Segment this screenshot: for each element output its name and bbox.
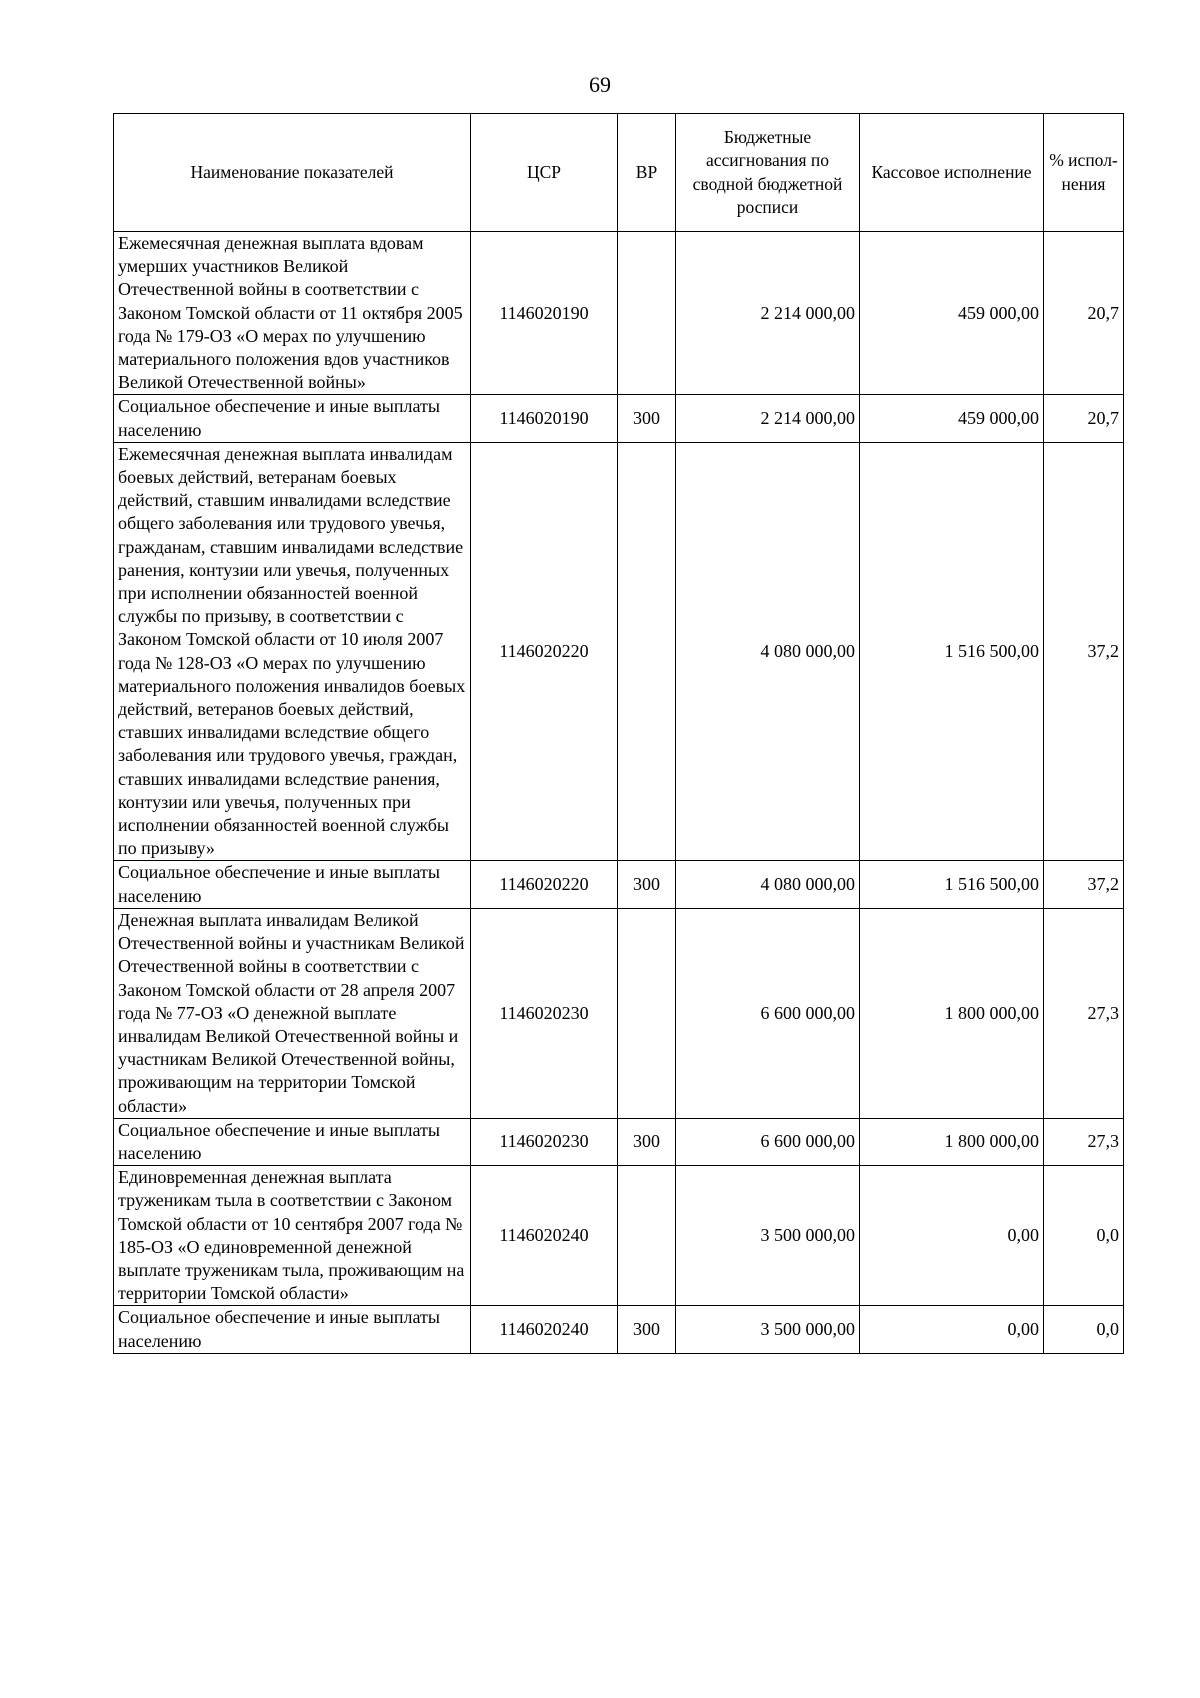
row-name: Социальное обеспечение и иные выплаты населению bbox=[114, 395, 471, 442]
row-csr: 1146020240 bbox=[471, 1166, 618, 1306]
row-vr bbox=[618, 232, 676, 395]
row-assignments: 3 500 000,00 bbox=[676, 1306, 860, 1353]
row-assignments: 4 080 000,00 bbox=[676, 861, 860, 908]
table-row bbox=[114, 395, 1124, 442]
row-assignments: 2 214 000,00 bbox=[676, 232, 860, 395]
table-row bbox=[114, 1118, 1124, 1165]
row-name: Денежная выплата инвалидам Великой Отечественной войны и участникам Великой Отечественной войны в соответствии с Законом Томской области от 28 апреля 2007 года № 77-ОЗ «О денежной выплате инвалидам Великой Отечественной войны и участникам Великой Отечественной войны, проживающим на территории Томской области» bbox=[114, 908, 471, 1118]
table-row bbox=[114, 442, 1124, 861]
row-csr: 1146020240 bbox=[471, 1306, 618, 1353]
header-name: Наименование показателей bbox=[114, 114, 471, 232]
header-vr: ВР bbox=[618, 114, 676, 232]
row-cash: 1 516 500,00 bbox=[860, 861, 1044, 908]
table-row bbox=[114, 908, 1124, 1118]
row-percent: 20,7 bbox=[1044, 232, 1124, 395]
row-assignments: 4 080 000,00 bbox=[676, 442, 860, 861]
header-cash: Кассовое исполнение bbox=[860, 114, 1044, 232]
row-csr: 1146020220 bbox=[471, 861, 618, 908]
row-csr: 1146020230 bbox=[471, 908, 618, 1118]
row-cash: 459 000,00 bbox=[860, 395, 1044, 442]
row-vr: 300 bbox=[618, 1118, 676, 1165]
row-name: Ежемесячная денежная выплата инвалидам боевых действий, ветеранам боевых действий, ставшим инвалидами вследствие общего заболевания или трудового увечья, гражданам, ставшим инвалидами вследствие ранения, контузии или увечья, полученных при исполнении обязанностей военной службы по призыву, в соответствии с Законом Томской области от 10 июля 2007 года № 128-ОЗ «О мерах по улучшению материального положения инвалидов боевых действий, ветеранов боевых действий, ставших инвалидами вследствие общего заболевания или трудового увечья, граждан, ставших инвалидами вследствие ранения, контузии или увечья, полученных при исполнении обязанностей военной службы по призыву» bbox=[114, 442, 471, 861]
row-csr: 1146020230 bbox=[471, 1118, 618, 1165]
table-row bbox=[114, 861, 1124, 908]
page-number: 69 bbox=[589, 72, 611, 97]
row-vr bbox=[618, 442, 676, 861]
row-cash: 459 000,00 bbox=[860, 232, 1044, 395]
table-row bbox=[114, 1166, 1124, 1306]
header-assignments: Бюджетные ассигнования по сводной бюджетной росписи bbox=[676, 114, 860, 232]
budget-execution-table bbox=[113, 113, 1124, 1354]
table-row bbox=[114, 232, 1124, 395]
table-header-row bbox=[114, 114, 1124, 232]
row-assignments: 6 600 000,00 bbox=[676, 908, 860, 1118]
row-csr: 1146020220 bbox=[471, 442, 618, 861]
row-vr bbox=[618, 1166, 676, 1306]
header-csr: ЦСР bbox=[471, 114, 618, 232]
row-name: Ежемесячная денежная выплата вдовам умерших участников Великой Отечественной войны в соответствии с Законом Томской области от 11 октября 2005 года № 179-ОЗ «О мерах по улучшению материального положения вдов участников Великой Отечественной войны» bbox=[114, 232, 471, 395]
row-cash: 0,00 bbox=[860, 1166, 1044, 1306]
row-cash: 1 800 000,00 bbox=[860, 1118, 1044, 1165]
row-cash: 1 800 000,00 bbox=[860, 908, 1044, 1118]
row-cash: 0,00 bbox=[860, 1306, 1044, 1353]
row-csr: 1146020190 bbox=[471, 395, 618, 442]
row-vr bbox=[618, 908, 676, 1118]
row-vr: 300 bbox=[618, 861, 676, 908]
table-row bbox=[114, 1306, 1124, 1353]
row-cash: 1 516 500,00 bbox=[860, 442, 1044, 861]
row-percent: 0,0 bbox=[1044, 1306, 1124, 1353]
header-percent: % испол-нения bbox=[1044, 114, 1124, 232]
row-csr: 1146020190 bbox=[471, 232, 618, 395]
row-percent: 27,3 bbox=[1044, 908, 1124, 1118]
row-percent: 37,2 bbox=[1044, 861, 1124, 908]
row-name: Единовременная денежная выплата труженикам тыла в соответствии с Законом Томской области от 10 сентября 2007 года № 185-ОЗ «О единовременной денежной выплате труженикам тыла, проживающим на территории Томской области» bbox=[114, 1166, 471, 1306]
row-name: Социальное обеспечение и иные выплаты населению bbox=[114, 1118, 471, 1165]
row-assignments: 6 600 000,00 bbox=[676, 1118, 860, 1165]
row-name: Социальное обеспечение и иные выплаты населению bbox=[114, 1306, 471, 1353]
row-percent: 20,7 bbox=[1044, 395, 1124, 442]
row-assignments: 3 500 000,00 bbox=[676, 1166, 860, 1306]
row-percent: 27,3 bbox=[1044, 1118, 1124, 1165]
row-percent: 0,0 bbox=[1044, 1166, 1124, 1306]
row-vr: 300 bbox=[618, 1306, 676, 1353]
row-assignments: 2 214 000,00 bbox=[676, 395, 860, 442]
row-vr: 300 bbox=[618, 395, 676, 442]
row-name: Социальное обеспечение и иные выплаты населению bbox=[114, 861, 471, 908]
row-percent: 37,2 bbox=[1044, 442, 1124, 861]
